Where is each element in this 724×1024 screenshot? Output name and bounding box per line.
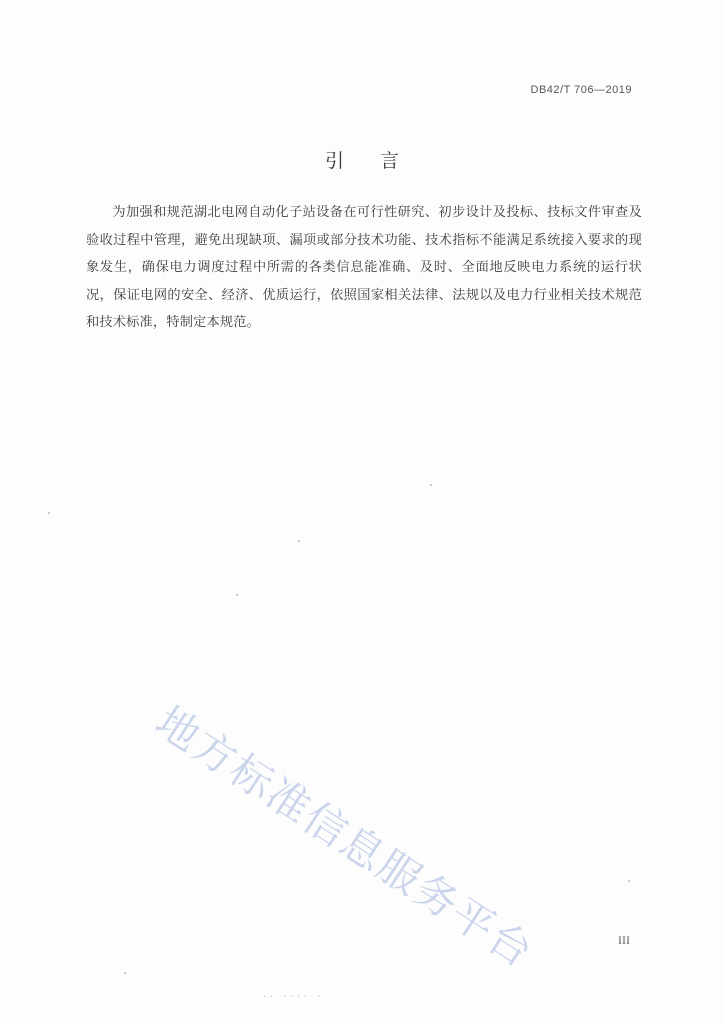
introduction-paragraph: 为加强和规范湖北电网自动化子站设备在可行性研究、初步设计及投标、技标文件审查及验收过程中管理，避免出现缺项、漏项或部分技术功能、技术指标不能满足系统接入要求的现象发生，确保电力调度过程中所需的各类信息能准确、及时、全面地反映电力系统的运行状况，保证电网的安全、经济、优质运行，依照国家相关法律、法规以及电力行业相关技术规范和技术标准，特制定本规范。 bbox=[86, 205, 642, 330]
scan-speck bbox=[236, 594, 238, 596]
page-number: III bbox=[618, 933, 630, 947]
watermark: 地方标准信息服务平台 bbox=[146, 696, 543, 978]
scan-speck bbox=[124, 972, 126, 974]
scan-speck bbox=[48, 512, 50, 514]
standard-code: DB42/T 706—2019 bbox=[530, 84, 632, 96]
scan-speck bbox=[628, 880, 630, 882]
page-title: 引言 bbox=[324, 150, 435, 172]
scan-speck bbox=[298, 540, 300, 542]
scan-speck bbox=[430, 484, 432, 486]
scan-noise: ·· ···· · bbox=[262, 992, 324, 1001]
